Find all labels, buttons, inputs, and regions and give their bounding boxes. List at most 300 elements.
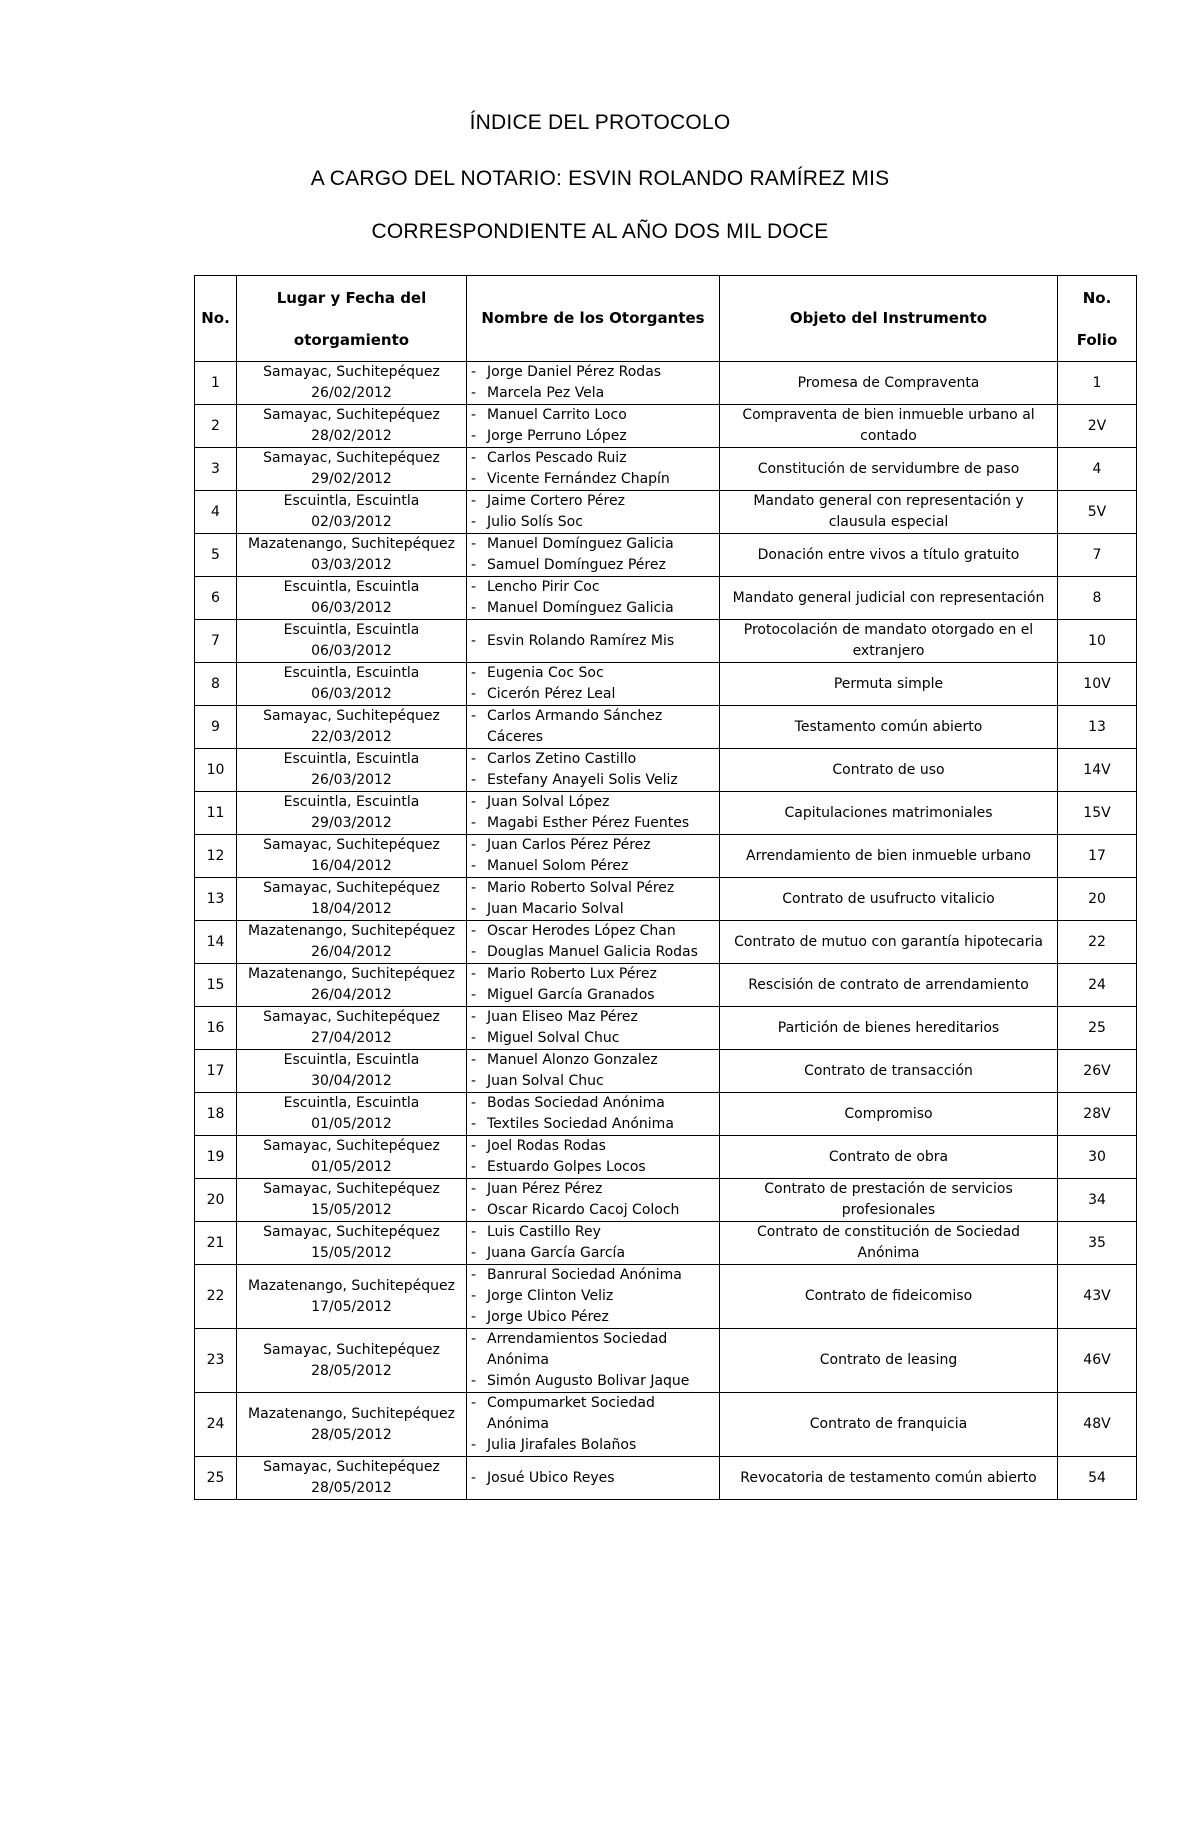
date: 26/03/2012 [311,772,392,788]
dash-marker: - [471,1469,477,1486]
grantor-name [471,469,715,490]
grantor-name [471,1329,715,1371]
grantor-name-text: Juana García García [487,1245,626,1261]
grantor-name-text: Jorge Daniel Pérez Rodas [487,364,662,380]
dash-marker: - [471,1245,477,1261]
grantor-name [471,512,715,533]
date: 03/03/2012 [311,557,392,573]
grantor-name-text: Juan Carlos Pérez Pérez [487,837,651,853]
row-number: 11 [195,792,237,835]
grantors-cell [467,1050,720,1093]
grantor-name [471,706,715,748]
grantor-name [471,813,715,834]
grantor-name [471,1286,715,1307]
grantor-name-text: Carlos Armando Sánchez Cáceres [487,708,663,745]
instrument-object: Mandato general con representación y clausula especial [720,491,1058,534]
table-row [195,921,1137,964]
dash-marker: - [471,1009,477,1025]
row-number: 7 [195,620,237,663]
table-row [195,1265,1137,1329]
place-date-cell [237,1329,467,1393]
instrument-object: Contrato de mutuo con garantía hipotecaria [720,921,1058,964]
grantor-name-text: Luis Castillo Rey [487,1224,601,1240]
place: Samayac, Suchitepéquez [263,1181,440,1197]
table-row [195,1136,1137,1179]
grantor-name [471,1393,715,1435]
grantor-name [471,383,715,404]
dash-marker: - [471,815,477,831]
folio-number: 30 [1058,1136,1137,1179]
grantor-name-text: Estuardo Golpes Locos [487,1159,646,1175]
grantor-name [471,491,715,512]
header-place-date [237,276,467,362]
grantor-name-text: Mario Roberto Lux Pérez [487,966,657,982]
grantor-name-text: Jorge Clinton Veliz [487,1288,614,1304]
instrument-object: Contrato de uso [720,749,1058,792]
grantor-name-text: Arrendamientos Sociedad Anónima [487,1331,668,1368]
grantor-name-text: Jorge Perruno López [487,428,627,444]
table-row [195,792,1137,835]
header-folio-line2: Folio [1076,330,1118,349]
dash-marker: - [471,1159,477,1175]
instrument-object: Compraventa de bien inmueble urbano al contado [720,405,1058,448]
row-number: 24 [195,1393,237,1457]
dash-marker: - [471,923,477,939]
row-number: 10 [195,749,237,792]
place: Escuintla, Escuintla [283,493,420,509]
dash-marker: - [471,1030,477,1046]
header-object: Objeto del Instrumento [720,276,1058,362]
grantor-name [471,878,715,899]
grantor-name-text: Juan Pérez Pérez [487,1181,603,1197]
date: 15/05/2012 [311,1202,392,1218]
grantor-name [471,362,715,383]
dash-marker: - [471,600,477,616]
place-date-cell [237,362,467,405]
row-number: 17 [195,1050,237,1093]
table-row [195,491,1137,534]
grantor-name-text: Juan Eliseo Maz Pérez [487,1009,638,1025]
grantor-name [471,1050,715,1071]
folio-number: 46V [1058,1329,1137,1393]
table-row [195,362,1137,405]
grantor-name-text: Jaime Cortero Pérez [487,493,625,509]
date: 28/05/2012 [311,1480,392,1496]
table-header-row [195,276,1137,362]
grantor-name-text: Miguel García Granados [487,987,655,1003]
grantor-name [471,1028,715,1049]
place: Samayac, Suchitepéquez [263,407,440,423]
place: Samayac, Suchitepéquez [263,364,440,380]
place: Samayac, Suchitepéquez [263,708,440,724]
dash-marker: - [471,1288,477,1304]
title-line-2: A CARGO DEL NOTARIO: ESVIN ROLANDO RAMÍREZ MIS [310,167,890,190]
grantors-cell [467,1457,720,1500]
place: Samayac, Suchitepéquez [263,1341,440,1358]
grantors-cell [467,835,720,878]
grantor-name [471,1157,715,1178]
grantor-name [471,1007,715,1028]
table-row [195,878,1137,921]
grantors-cell [467,448,720,491]
place-date-cell [237,1265,467,1329]
date: 28/05/2012 [311,1362,392,1379]
table-row [195,1050,1137,1093]
dash-marker: - [471,772,477,788]
grantor-name [471,770,715,791]
instrument-object: Contrato de fideicomiso [720,1265,1058,1329]
grantor-name-text: Julio Solís Soc [487,514,583,530]
instrument-object: Promesa de Compraventa [720,362,1058,405]
grantor-name [471,985,715,1006]
folio-number: 2V [1058,405,1137,448]
place-date-cell [237,1136,467,1179]
place: Escuintla, Escuintla [283,751,420,767]
dash-marker: - [471,471,477,487]
grantor-name-text: Bodas Sociedad Anónima [487,1095,665,1111]
grantor-name-text: Juan Solval López [487,794,610,810]
folio-number: 22 [1058,921,1137,964]
grantors-cell [467,491,720,534]
dash-marker: - [471,901,477,917]
grantor-name-text: Mario Roberto Solval Pérez [487,880,675,896]
grantors-cell [467,534,720,577]
grantor-name-text: Manuel Alonzo Gonzalez [487,1052,658,1068]
place: Samayac, Suchitepéquez [263,837,440,853]
grantor-name [471,749,715,770]
dash-marker: - [471,1095,477,1111]
grantors-cell [467,620,720,663]
instrument-object: Capitulaciones matrimoniales [720,792,1058,835]
folio-number: 24 [1058,964,1137,1007]
dash-marker: - [471,966,477,982]
folio-number: 1 [1058,362,1137,405]
header-names: Nombre de los Otorgantes [467,276,720,362]
grantor-name [471,598,715,619]
row-number: 23 [195,1329,237,1393]
dash-marker: - [471,364,477,380]
table-row [195,1393,1137,1457]
grantor-name [471,405,715,426]
header-no: No. [195,276,237,362]
grantors-cell [467,1007,720,1050]
grantor-name [471,964,715,985]
dash-marker: - [471,1116,477,1132]
title-line-1: ÍNDICE DEL PROTOCOLO [469,111,731,134]
grantor-name-text: Marcela Pez Vela [487,385,605,401]
grantor-name-text: Simón Augusto Bolivar Jaque [487,1373,690,1389]
grantor-name-text: Manuel Solom Pérez [487,858,629,874]
grantor-name-text: Manuel Carrito Loco [487,407,627,423]
grantor-name-text: Eugenia Coc Soc [487,665,604,681]
grantor-name [471,1093,715,1114]
place-date-cell [237,964,467,1007]
grantor-name-text: Carlos Pescado Ruiz [487,450,627,466]
place-date-cell [237,577,467,620]
grantors-cell [467,405,720,448]
grantor-name [471,1136,715,1157]
dash-marker: - [471,1181,477,1197]
dash-marker: - [471,450,477,466]
dash-marker: - [471,1052,477,1068]
grantor-name-text: Jorge Ubico Pérez [487,1309,609,1325]
place-date-cell [237,878,467,921]
folio-number: 7 [1058,534,1137,577]
date: 18/04/2012 [311,901,392,917]
place-date-cell [237,1393,467,1457]
instrument-object: Arrendamiento de bien inmueble urbano [720,835,1058,878]
table-row [195,534,1137,577]
grantor-name-text: Samuel Domínguez Pérez [487,557,666,573]
date: 01/05/2012 [311,1116,392,1132]
folio-number: 13 [1058,706,1137,749]
grantor-name-text: Magabi Esther Pérez Fuentes [487,815,690,831]
date: 29/03/2012 [311,815,392,831]
table-row [195,1222,1137,1265]
folio-number: 20 [1058,878,1137,921]
date: 06/03/2012 [311,600,392,616]
date: 28/02/2012 [311,428,392,444]
title-line-3: CORRESPONDIENTE AL AÑO DOS MIL DOCE [371,220,829,243]
date: 16/04/2012 [311,858,392,874]
date: 28/05/2012 [311,1426,392,1443]
instrument-object: Contrato de prestación de servicios profesionales [720,1179,1058,1222]
protocol-index-table [194,275,1137,1500]
grantors-cell [467,663,720,706]
grantors-cell [467,749,720,792]
date: 17/05/2012 [311,1298,392,1315]
dash-marker: - [471,1309,477,1325]
table-row [195,1007,1137,1050]
row-number: 20 [195,1179,237,1222]
instrument-object: Contrato de transacción [720,1050,1058,1093]
grantor-name-text: Banrural Sociedad Anónima [487,1267,682,1283]
date: 27/04/2012 [311,1030,392,1046]
dash-marker: - [471,665,477,681]
grantors-cell [467,1179,720,1222]
dash-marker: - [471,944,477,960]
grantor-name-text: Manuel Domínguez Galicia [487,536,674,552]
place-date-cell [237,835,467,878]
grantor-name [471,631,715,652]
place-date-cell [237,663,467,706]
grantors-cell [467,1136,720,1179]
grantor-name-text: Estefany Anayeli Solis Veliz [487,772,678,788]
date: 01/05/2012 [311,1159,392,1175]
place: Escuintla, Escuintla [283,1052,420,1068]
instrument-object: Partición de bienes hereditarios [720,1007,1058,1050]
row-number: 4 [195,491,237,534]
grantor-name [471,555,715,576]
grantor-name [471,921,715,942]
header-folio-line1: No. [1082,288,1112,307]
dash-marker: - [471,1073,477,1089]
folio-number: 28V [1058,1093,1137,1136]
row-number: 1 [195,362,237,405]
row-number: 25 [195,1457,237,1500]
place-date-cell [237,792,467,835]
grantor-name [471,1071,715,1092]
row-number: 12 [195,835,237,878]
place: Samayac, Suchitepéquez [263,450,440,466]
row-number: 21 [195,1222,237,1265]
place-date-cell [237,921,467,964]
table-row [195,1329,1137,1393]
place: Samayac, Suchitepéquez [263,1459,440,1475]
date: 22/03/2012 [311,729,392,745]
dash-marker: - [471,751,477,767]
folio-number: 17 [1058,835,1137,878]
grantors-cell [467,792,720,835]
dash-marker: - [471,1437,477,1453]
grantor-name-text: Juan Solval Chuc [487,1073,604,1089]
dash-marker: - [471,686,477,702]
instrument-object: Contrato de leasing [720,1329,1058,1393]
grantor-name [471,1468,715,1489]
grantor-name [471,577,715,598]
table-row [195,964,1137,1007]
place: Samayac, Suchitepéquez [263,1224,440,1240]
row-number: 14 [195,921,237,964]
place: Mazatenango, Suchitepéquez [248,1277,455,1294]
place-date-cell [237,405,467,448]
table-row [195,663,1137,706]
dash-marker: - [471,1331,477,1347]
date: 02/03/2012 [311,514,392,530]
grantor-name-text: Compumarket Sociedad Anónima [487,1395,655,1432]
grantor-name-text: Manuel Domínguez Galicia [487,600,674,616]
dash-marker: - [471,428,477,444]
folio-number: 43V [1058,1265,1137,1329]
grantor-name [471,1371,715,1392]
place: Mazatenango, Suchitepéquez [248,1405,455,1422]
instrument-object: Testamento común abierto [720,706,1058,749]
date: 26/04/2012 [311,987,392,1003]
place: Samayac, Suchitepéquez [263,1138,440,1154]
row-number: 13 [195,878,237,921]
dash-marker: - [471,557,477,573]
date: 15/05/2012 [311,1245,392,1261]
table-row [195,620,1137,663]
folio-number: 54 [1058,1457,1137,1500]
grantor-name [471,1200,715,1221]
grantors-cell [467,1329,720,1393]
grantor-name-text: Oscar Herodes López Chan [487,923,676,939]
instrument-object: Revocatoria de testamento común abierto [720,1457,1058,1500]
grantor-name [471,835,715,856]
grantors-cell [467,706,720,749]
place-date-cell [237,749,467,792]
instrument-object: Mandato general judicial con representación [720,577,1058,620]
instrument-object: Contrato de usufructo vitalicio [720,878,1058,921]
dash-marker: - [471,579,477,595]
grantors-cell [467,921,720,964]
folio-number: 4 [1058,448,1137,491]
dash-marker: - [471,1224,477,1240]
table-row [195,749,1137,792]
dash-marker: - [471,880,477,896]
grantor-name-text: Lencho Pirir Coc [487,579,600,595]
grantor-name-text: Oscar Ricardo Cacoj Coloch [487,1202,680,1218]
date: 06/03/2012 [311,686,392,702]
folio-number: 5V [1058,491,1137,534]
table-row [195,1179,1137,1222]
instrument-object: Constitución de servidumbre de paso [720,448,1058,491]
dash-marker: - [471,536,477,552]
table-body [195,362,1137,1500]
dash-marker: - [471,1373,477,1389]
instrument-object: Contrato de constitución de Sociedad Anónima [720,1222,1058,1265]
date: 26/02/2012 [311,385,392,401]
row-number: 5 [195,534,237,577]
place-date-cell [237,1179,467,1222]
grantor-name-text: Douglas Manuel Galicia Rodas [487,944,698,960]
grantors-cell [467,964,720,1007]
dash-marker: - [471,1395,477,1411]
row-number: 22 [195,1265,237,1329]
grantor-name [471,1114,715,1135]
place-date-cell [237,1457,467,1500]
table-row [195,835,1137,878]
place-date-cell [237,534,467,577]
grantor-name [471,856,715,877]
row-number: 18 [195,1093,237,1136]
place: Mazatenango, Suchitepéquez [248,536,455,552]
dash-marker: - [471,385,477,401]
grantor-name [471,792,715,813]
grantors-cell [467,1093,720,1136]
instrument-object: Protocolación de mandato otorgado en el extranjero [720,620,1058,663]
folio-number: 15V [1058,792,1137,835]
grantor-name [471,1265,715,1286]
grantors-cell [467,1265,720,1329]
place: Mazatenango, Suchitepéquez [248,966,455,982]
grantor-name-text: Vicente Fernández Chapín [487,471,670,487]
grantor-name [471,1243,715,1264]
dash-marker: - [471,837,477,853]
dash-marker: - [471,987,477,1003]
date: 26/04/2012 [311,944,392,960]
date: 29/02/2012 [311,471,392,487]
place-date-cell [237,1093,467,1136]
row-number: 9 [195,706,237,749]
instrument-object: Rescisión de contrato de arrendamiento [720,964,1058,1007]
date: 30/04/2012 [311,1073,392,1089]
table-row [195,448,1137,491]
row-number: 16 [195,1007,237,1050]
row-number: 19 [195,1136,237,1179]
dash-marker: - [471,1202,477,1218]
header-folio [1058,276,1137,362]
grantor-name-text: Miguel Solval Chuc [487,1030,620,1046]
place: Escuintla, Escuintla [283,794,420,810]
grantor-name-text: Cicerón Pérez Leal [487,686,616,702]
place-date-cell [237,620,467,663]
grantor-name [471,534,715,555]
folio-number: 10V [1058,663,1137,706]
table-row [195,1457,1137,1500]
grantors-cell [467,878,720,921]
grantor-name-text: Josué Ubico Reyes [487,1469,615,1486]
grantor-name-text: Julia Jirafales Bolaños [487,1437,637,1453]
folio-number: 10 [1058,620,1137,663]
dash-marker: - [471,493,477,509]
folio-number: 34 [1058,1179,1137,1222]
grantor-name-text: Carlos Zetino Castillo [487,751,637,767]
header-place-line2: otorgamiento [293,330,410,349]
grantor-name [471,448,715,469]
place: Escuintla, Escuintla [283,665,420,681]
